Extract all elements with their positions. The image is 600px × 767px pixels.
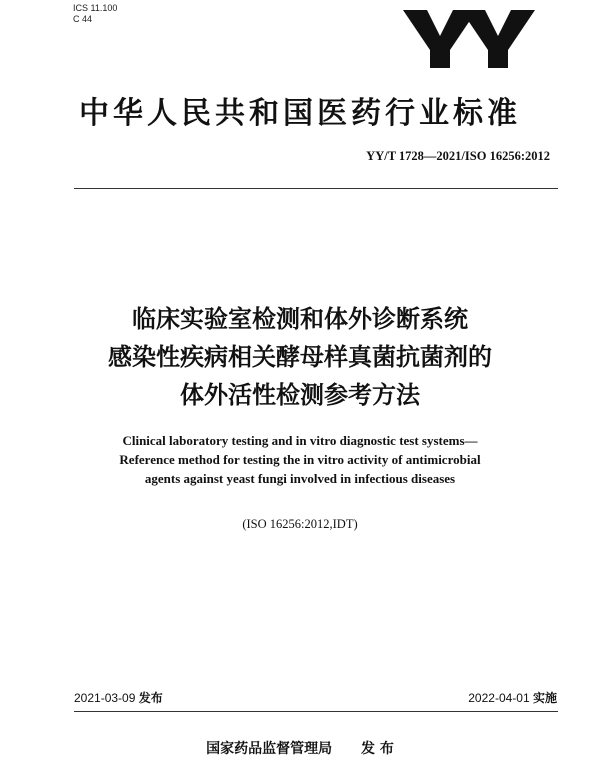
header-divider	[74, 188, 558, 189]
chinese-title-line-3: 体外活性检测参考方法	[180, 381, 420, 409]
issue-label: 发布	[138, 691, 163, 705]
standard-number: YY/T 1728—2021/ISO 16256:2012	[366, 149, 550, 163]
publisher-name: 国家药品监督管理局	[206, 741, 333, 757]
publisher-action: 发 布	[361, 741, 394, 757]
english-title-line-1: Clinical laboratory testing and in vitro diagnostic test systems—	[122, 433, 478, 448]
chinese-title-line-1: 临床实验室检测和体外诊断系统	[132, 305, 468, 333]
chinese-title	[0, 300, 600, 414]
issue-date-block	[74, 689, 163, 706]
implementation-date: 2022-04-01	[468, 691, 530, 705]
footer-divider	[74, 711, 558, 712]
yy-logo	[395, 0, 535, 72]
publisher-line	[0, 738, 600, 758]
classification-codes	[73, 3, 117, 25]
issue-date: 2021-03-09	[74, 691, 136, 705]
english-title-line-3: agents against yeast fungi involved in infectious diseases	[144, 471, 456, 486]
chinese-title-line-2: 感染性疾病相关酵母样真菌抗菌剂的	[108, 343, 492, 371]
ccs-code: C 44	[73, 14, 93, 24]
logo-y-left	[403, 10, 477, 68]
implementation-date-block	[468, 689, 557, 706]
equivalence-note: (ISO 16256:2012,IDT)	[242, 517, 358, 531]
english-title	[0, 431, 600, 488]
implementation-label: 实施	[532, 691, 557, 705]
logo-y-right	[461, 10, 535, 68]
english-title-line-2: Reference method for testing the in vitro activity of antimicrobial	[119, 452, 481, 467]
ics-code: ICS 11.100	[73, 3, 118, 13]
standard-type-title: 中华人民共和国医药行业标准	[79, 96, 521, 131]
